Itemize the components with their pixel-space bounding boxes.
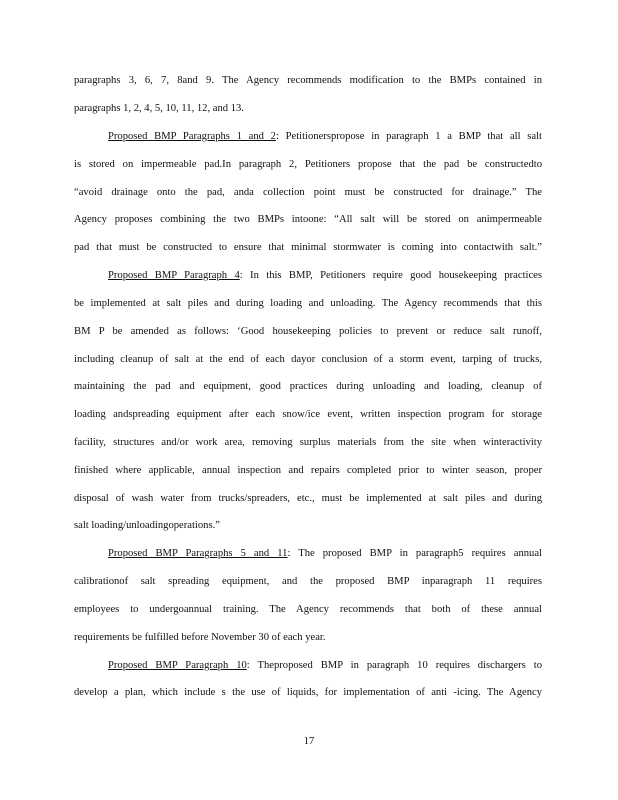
text-line (74, 436, 542, 450)
text-line (74, 353, 542, 367)
text-segment: “avoid drainage onto the pad, anda collection point must be constructed for drainage.” The (74, 187, 542, 198)
text-line (74, 213, 542, 227)
text-line (108, 269, 542, 283)
text-segment: loading andspreading equipment after each snow/ice event, written inspection program for storage (74, 409, 542, 420)
text-line (74, 492, 542, 506)
text-segment: facility, structures and/or work area, removing surplus materials from the site when winteractivity (74, 437, 542, 448)
text-line (108, 547, 542, 561)
text-segment: : In this BMP, Petitioners require good housekeeping practices (239, 270, 542, 281)
underlined-heading: Proposed BMP Paragraphs 5 and 11 (108, 548, 288, 559)
text-line (108, 130, 542, 144)
text-segment: pad that must be constructed to ensure that minimal stormwater is coming into contactwith salt.” (74, 242, 542, 253)
text-segment: calibrationof salt spreading equipment, and the proposed BMP inparagraph 11 requires (74, 576, 542, 587)
text-segment: : The proposed BMP in paragraph5 requires annual (287, 548, 542, 559)
text-line (74, 297, 542, 311)
text-line (74, 603, 542, 617)
text-segment: including cleanup of salt at the end of each dayor conclusion of a storm event, tarping of trucks, (74, 354, 542, 365)
text-line (74, 325, 542, 339)
underlined-heading: Proposed BMP Paragraph 10 (108, 660, 247, 671)
text-segment: : Theproposed BMP in paragraph 10 requires dischargers to (246, 660, 542, 671)
text-line (74, 464, 542, 478)
text-line (74, 575, 542, 589)
text-segment: finished where applicable, annual inspection and repairs completed prior to winter season, proper (74, 465, 542, 476)
text-segment: Agency proposes combining the two BMPs intoone: “All salt will be stored on animpermeable (74, 214, 542, 225)
text-segment: salt loading/unloadingoperations.” (74, 520, 220, 531)
text-line (108, 659, 542, 673)
text-line (74, 408, 542, 422)
text-segment: be implemented at salt piles and during loading and unloading. The Agency recommends that this (74, 298, 542, 309)
text-segment: is stored on impermeable pad.In paragraph 2, Petitioners propose that the pad be constructedto (74, 159, 542, 170)
text-segment: employees to undergoannual training. The Agency recommends that both of these annual (74, 604, 542, 615)
text-line (74, 380, 542, 394)
text-line (74, 74, 542, 88)
text-line (74, 519, 542, 533)
page-number: 17 (303, 736, 315, 747)
text-segment: develop a plan, which include s the use of liquids, for implementation of anti -icing. The Agency (74, 687, 542, 698)
text-segment: requirements be fulfilled before November 30 of each year. (74, 632, 326, 643)
text-line (74, 241, 542, 255)
text-line (74, 631, 542, 645)
text-segment: : Petitionerspropose in paragraph 1 a BMP that all salt (275, 131, 542, 142)
text-segment: paragraphs 3, 6, 7, 8and 9. The Agency recommends modification to the BMPs contained in (74, 75, 542, 86)
underlined-heading: Proposed BMP Paragraphs 1 and 2 (108, 131, 276, 142)
text-segment: BM P be amended as follows: ‘Good housekeeping policies to prevent or reduce salt runoff, (74, 326, 542, 337)
text-line (74, 186, 542, 200)
text-segment: maintaining the pad and equipment, good practices during unloading and loading, cleanup of (74, 381, 542, 392)
underlined-heading: Proposed BMP Paragraph 4 (108, 270, 240, 281)
text-segment: paragraphs 1, 2, 4, 5, 10, 11, 12, and 13. (74, 103, 244, 114)
text-line (74, 102, 542, 116)
text-line (74, 686, 542, 700)
text-segment: disposal of wash water from trucks/spreaders, etc., must be implemented at salt piles and during (74, 493, 542, 504)
text-line (74, 158, 542, 172)
